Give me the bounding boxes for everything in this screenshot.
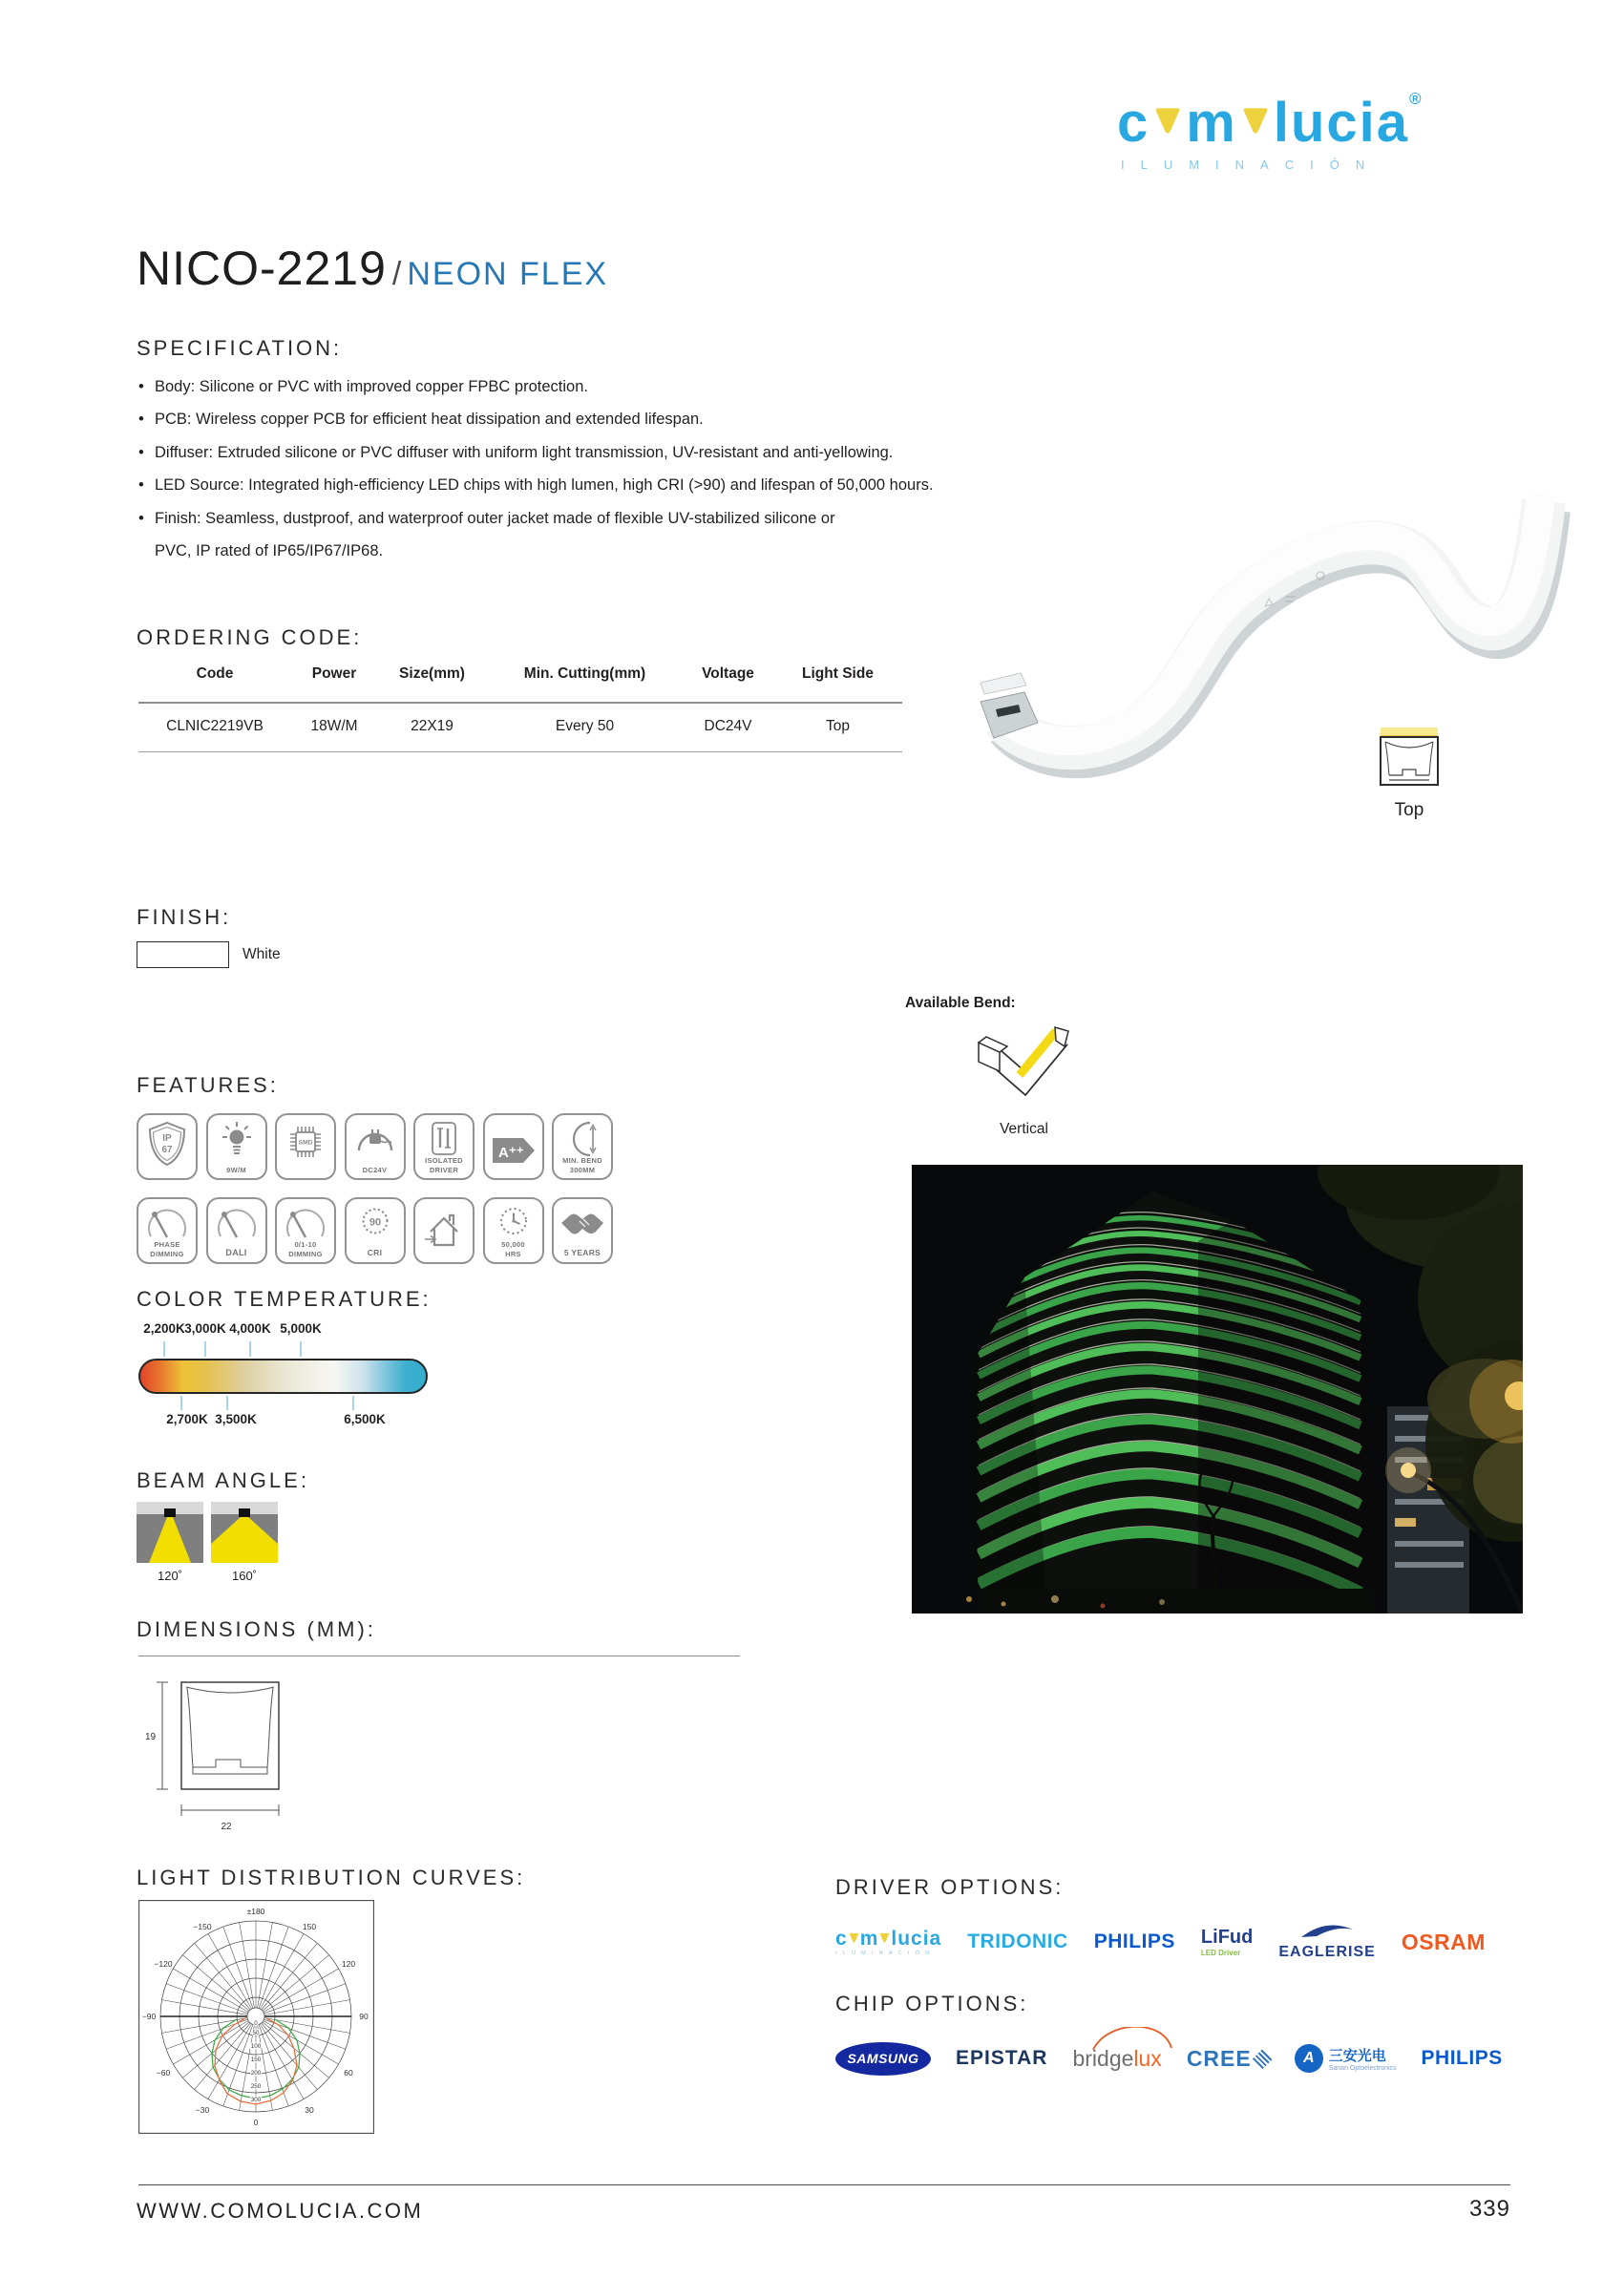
ip67-shield-icon	[146, 1120, 188, 1168]
bridgelux-arc-icon	[1089, 2027, 1175, 2052]
specification-heading: SPECIFICATION:	[137, 336, 343, 360]
neon-flex-product-image	[950, 415, 1580, 816]
page-title	[137, 241, 608, 296]
ordering-table-row: CLNIC2219VB 18W/M 22X19 Every 50 DC24V Top	[138, 704, 902, 752]
cree-logo: CREE	[1187, 2046, 1270, 2072]
brand-o-triangle-icon	[878, 1932, 891, 1944]
comolucia-logo: c m lucia ILUMINACIÓN	[835, 1927, 942, 1956]
feature-0-1-10-dimming: 0/1-10 DIMMING	[275, 1197, 336, 1264]
svg-text:22: 22	[221, 1822, 232, 1832]
feature-indoor	[413, 1197, 475, 1264]
finish-swatch-label: White	[243, 946, 281, 962]
finish-swatch-white	[137, 941, 229, 968]
title-divider: /	[391, 256, 402, 292]
spec-bullet: • Finish: Seamless, dustproof, and waterproof outer jacket made of flexible UV-stabilized silicone or	[138, 509, 835, 527]
ct-label-2700k: 2,700K	[166, 1412, 208, 1426]
strip-endcap-top	[981, 673, 1026, 694]
tridonic-logo: TRIDONIC	[967, 1930, 1068, 1952]
sanan-logo: A 三安光电 Sanan Optoelectronics	[1295, 2044, 1397, 2073]
svg-text:SMD: SMD	[298, 1139, 313, 1147]
ct-label-3000k: 3,000K	[184, 1321, 226, 1336]
beam-120-icon	[137, 1502, 203, 1563]
cree-diamond-icon	[1253, 2048, 1273, 2068]
ct-label-6500k: 6,500K	[344, 1412, 386, 1426]
brand-o-triangle-icon	[1239, 106, 1272, 137]
chip-options-heading: CHIP OPTIONS:	[835, 1992, 1029, 2015]
sanan-a-icon: A	[1295, 2044, 1323, 2073]
philips-logo: PHILIPS	[1093, 1930, 1175, 1952]
vertical-bend-icon	[960, 1020, 1088, 1115]
spec-bullet: • Diffuser: Extruded silicone or PVC diffuser with uniform light transmission, UV-resistant and anti-yellowing.	[138, 443, 894, 461]
features-row-2	[137, 1197, 613, 1264]
finish-heading: FINISH:	[137, 905, 232, 929]
svg-text:250: 250	[250, 2083, 262, 2090]
svg-text:−30: −30	[195, 2105, 210, 2115]
smd-chip-icon	[285, 1120, 327, 1164]
svg-text:−120: −120	[154, 1959, 173, 1969]
bridgelux-logo: bridgelux	[1072, 2046, 1161, 2072]
feature-dali: DALI	[206, 1197, 267, 1264]
footer-website: WWW.COMOLUCIA.COM	[137, 2199, 424, 2223]
ct-tick	[180, 1396, 182, 1410]
brand-o-triangle-icon	[848, 1932, 860, 1944]
top-emitting-profile-icon	[1378, 728, 1441, 791]
svg-text:67: 67	[161, 1145, 173, 1155]
brand-wordmark	[1117, 90, 1422, 154]
spec-bullet: • PCB: Wireless copper PCB for efficient heat dissipation and extended lifespan.	[138, 411, 704, 429]
philips-chip-logo: PHILIPS	[1421, 2047, 1503, 2069]
house-icon	[423, 1211, 465, 1253]
beam-160-icon	[211, 1502, 278, 1563]
svg-text:60: 60	[344, 2068, 353, 2078]
svg-text:200: 200	[250, 2070, 262, 2077]
dimming-dial-icon	[144, 1204, 190, 1242]
samsung-logo: SAMSUNG	[835, 2042, 931, 2076]
handshake-icon	[557, 1209, 608, 1241]
svg-text:0: 0	[254, 2020, 258, 2027]
spec-bullet: • Body: Silicone or PVC with improved copper FPBC protection.	[138, 378, 588, 395]
ct-label-3500k: 3,500K	[215, 1412, 257, 1426]
feature-9wm: 9W/M	[206, 1113, 267, 1180]
dc-plug-gauge-icon	[353, 1120, 397, 1156]
feature-isolated-driver: ISOLATED DRIVER	[413, 1113, 475, 1180]
street-lamp-light	[1401, 1463, 1416, 1478]
features-heading: FEATURES:	[137, 1073, 279, 1097]
beam-angle-heading: BEAM ANGLE:	[137, 1468, 309, 1492]
feature-energy-class	[483, 1113, 544, 1180]
spec-bullet-continuation: PVC, IP rated of IP65/IP67/IP68.	[155, 542, 384, 560]
led-bulb-icon	[218, 1120, 256, 1158]
spec-bullet: • LED Source: Integrated high-efficiency LED chips with high lumen, high CRI (>90) and lifespan of 50,000 hours.	[138, 476, 934, 495]
brand-letter: lucia	[1273, 92, 1410, 154]
svg-text:120: 120	[341, 1959, 356, 1969]
beam-160-label: 160˚	[231, 1569, 258, 1583]
ct-tick	[226, 1396, 228, 1410]
energy-label-icon	[489, 1134, 538, 1167]
feature-ip67	[137, 1113, 198, 1180]
chip-logos-row	[835, 2032, 1503, 2085]
svg-text:−90: −90	[141, 2012, 157, 2021]
svg-text:30: 30	[305, 2105, 314, 2115]
brand-letter: m	[1186, 92, 1237, 154]
lifud-logo: LiFud LED Driver	[1200, 1927, 1254, 1957]
beam-120-label: 120˚	[157, 1569, 183, 1583]
svg-text:90: 90	[359, 2012, 369, 2021]
product-model: NICO-2219	[137, 242, 387, 295]
features-row-1	[137, 1113, 613, 1180]
svg-text:50: 50	[252, 2030, 260, 2036]
min-bend-arc-icon	[563, 1120, 601, 1158]
osram-logo: OSRAM	[1401, 1929, 1486, 1954]
ct-tick	[249, 1341, 251, 1357]
ordering-table-header: Code Power Size(mm) Min. Cutting(mm) Voltage Light Side	[138, 665, 902, 704]
registered-mark: ®	[1409, 90, 1422, 108]
svg-text:−150: −150	[193, 1922, 212, 1931]
svg-text:90: 90	[369, 1216, 381, 1229]
svg-text:A⁺⁺: A⁺⁺	[497, 1145, 524, 1161]
ct-tick	[300, 1341, 302, 1357]
ct-tick	[163, 1341, 165, 1357]
feature-50000hrs: 50,000 HRS	[483, 1197, 544, 1264]
svg-text:150: 150	[250, 2057, 262, 2063]
ct-label-4000k: 4,000K	[229, 1321, 271, 1336]
svg-text:−60: −60	[156, 2068, 171, 2078]
ct-label-5000k: 5,000K	[280, 1321, 322, 1336]
dimensions-heading: DIMENSIONS (MM):	[137, 1617, 376, 1641]
svg-text:300: 300	[250, 2097, 262, 2103]
svg-text:150: 150	[302, 1922, 317, 1931]
eaglerise-logo: EAGLERISE	[1278, 1924, 1375, 1961]
dimming-dial-icon	[214, 1204, 260, 1242]
svg-text:0: 0	[253, 2118, 259, 2127]
footer-page-number: 339	[1468, 2196, 1510, 2222]
brand-o-triangle-icon	[1151, 106, 1184, 137]
ordering-table	[138, 665, 902, 752]
svg-text:±180: ±180	[246, 1907, 265, 1916]
ct-tick	[352, 1396, 354, 1410]
dimensions-drawing	[134, 1669, 325, 1836]
svg-text:IP: IP	[162, 1133, 172, 1144]
driver-logos-row	[835, 1915, 1486, 1969]
light-distribution-polar-chart	[138, 1900, 374, 2134]
feature-min-bend: MIN. BEND 300MM	[552, 1113, 613, 1180]
top-view-label: Top	[1394, 800, 1424, 820]
svg-text:100: 100	[250, 2043, 262, 2050]
eaglerise-swoosh-icon	[1299, 1924, 1355, 1939]
feature-phase-dimming: PHASE DIMMING	[137, 1197, 198, 1264]
ordering-heading: ORDERING CODE:	[137, 625, 363, 649]
brand-logo	[1117, 90, 1422, 172]
color-temperature-gradient-bar	[138, 1359, 428, 1394]
bend-value-label: Vertical	[1000, 1121, 1048, 1137]
feature-cri90: 90 CRI	[345, 1197, 406, 1264]
cri-90-icon	[354, 1204, 396, 1242]
product-family: NEON FLEX	[407, 256, 609, 292]
isolated-driver-icon	[425, 1120, 463, 1158]
ct-label-2200k: 2,200K	[143, 1321, 185, 1336]
application-photo	[912, 1165, 1523, 1614]
epistar-logo: EPISTAR	[956, 2047, 1048, 2069]
footer-divider	[138, 2184, 1510, 2185]
feature-smd	[275, 1113, 336, 1180]
ct-tick	[204, 1341, 206, 1357]
light-distribution-heading: LIGHT DISTRIBUTION CURVES:	[137, 1866, 526, 1889]
dimming-dial-icon	[283, 1204, 328, 1242]
driver-options-heading: DRIVER OPTIONS:	[835, 1875, 1065, 1899]
svg-text:19: 19	[145, 1732, 157, 1742]
feature-5years: 5 YEARS	[552, 1197, 613, 1264]
clock-icon	[493, 1204, 535, 1242]
brand-letter: c	[1117, 92, 1150, 154]
color-temperature-heading: COLOR TEMPERATURE:	[137, 1287, 432, 1311]
available-bend-label: Available Bend:	[905, 995, 1016, 1011]
feature-dc24v: DC24V	[345, 1113, 406, 1180]
brand-tagline: ILUMINACIÓN	[1121, 158, 1381, 172]
